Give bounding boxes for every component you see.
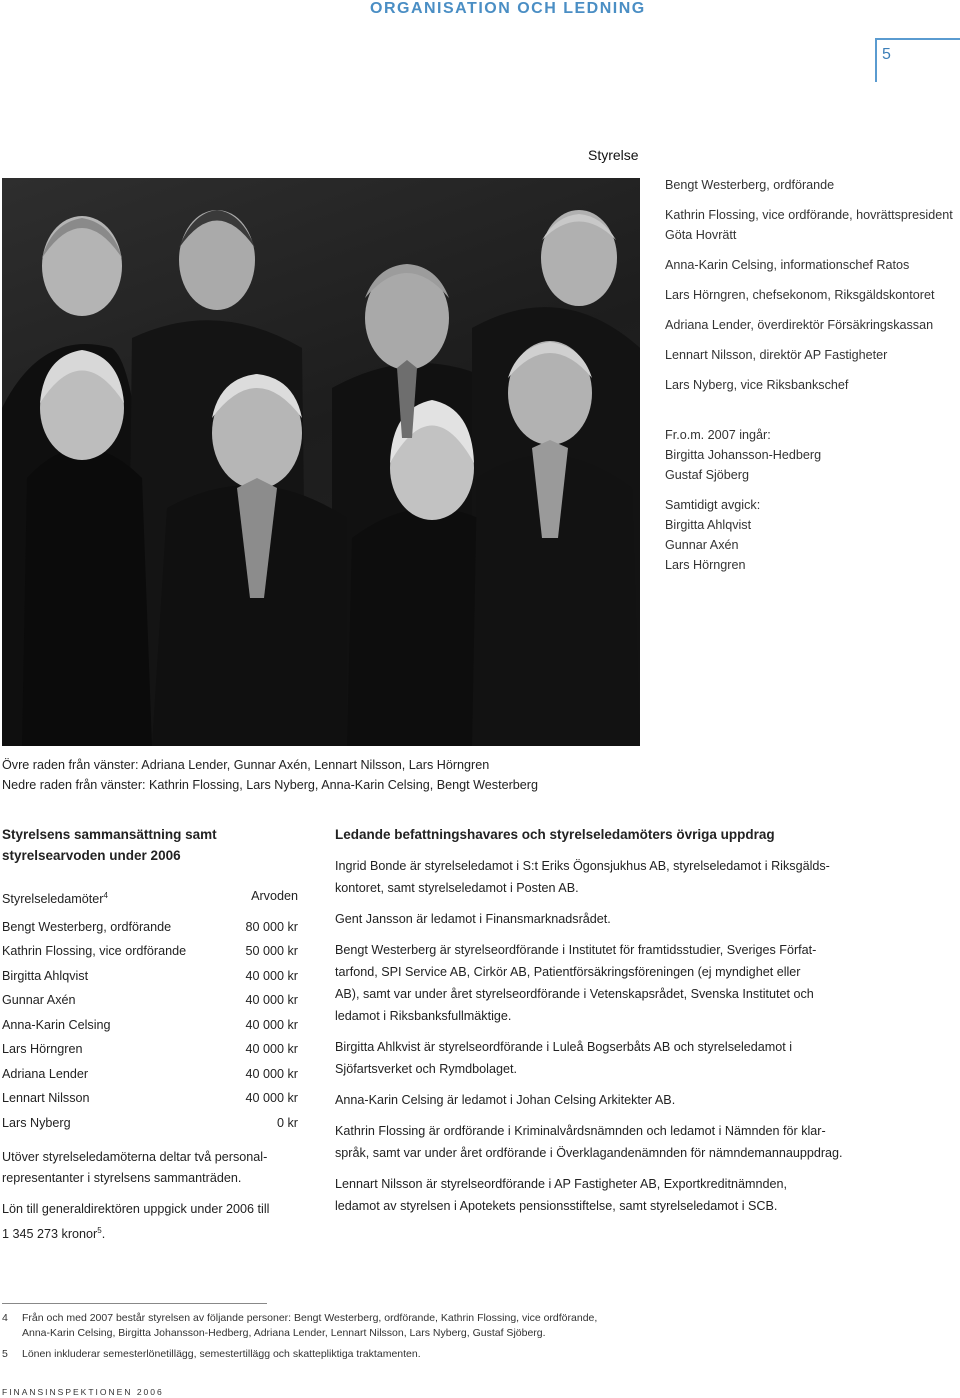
table-row: Gunnar Axén 40 000 kr — [2, 993, 298, 1007]
table-row: Birgitta Ahlqvist 40 000 kr — [2, 968, 298, 983]
fees-table-header — [2, 886, 298, 911]
footer-label: FINANSINSPEKTIONEN 2006 — [2, 1387, 164, 1397]
section-header-title: ORGANISATION OCH LEDNING — [370, 0, 646, 17]
leaving-member: Gunnar Axén — [665, 538, 739, 552]
assignment-paragraph: Kathrin Flossing är ordförande i Kriminalvårdsnämnden och ledamot i Nämnden för klar- språk, samt var under året ordförande i Överklagandenämnden för nämndemannauppdrag. — [335, 1124, 843, 1160]
assignment-paragraph: Gent Jansson är ledamot i Finansmarknadsrådet. — [335, 912, 611, 926]
table-row: Kathrin Flossing, vice ordförande 50 000 kr — [2, 944, 298, 958]
board-member-list — [665, 175, 955, 575]
board-title: Styrelse — [588, 147, 639, 163]
caption-line: Nedre raden från vänster: Kathrin Flossing, Lars Nyberg, Anna-Karin Celsing, Bengt Westerberg — [2, 778, 538, 792]
board-member: Lars Nyberg, vice Riksbankschef — [665, 378, 849, 392]
fees-table — [2, 886, 298, 1137]
joining-heading: Fr.o.m. 2007 ingår: — [665, 428, 771, 442]
board-member: Anna-Karin Celsing, informationschef Ratos — [665, 258, 910, 272]
assignment-paragraph: Anna-Karin Celsing är ledamot i Johan Celsing Arkitekter AB. — [335, 1093, 676, 1107]
photo-caption — [2, 755, 652, 795]
leaving-member: Birgitta Ahlqvist — [665, 518, 752, 532]
table-row: Bengt Westerberg, ordförande 80 000 kr — [2, 919, 298, 934]
board-member: Bengt Westerberg, ordförande — [665, 178, 835, 192]
footnote: 5 Lönen inkluderar semesterlönetillägg, semestertillägg och skattepliktiga traktamenten. — [2, 1348, 421, 1360]
other-assignments-section — [335, 824, 915, 1226]
director-salary-note: Lön till generaldirektören uppgick under 2006 till 1 345 273 kronor$^5$. — [2, 1202, 270, 1242]
board-member: Adriana Lender, överdirektör Försäkringskassan — [665, 318, 934, 332]
joining-member: Gustaf Sjöberg — [665, 468, 750, 482]
assignment-paragraph: Ingrid Bonde är styrelseledamot i S:t Eriks Ögonsjukhus AB, styrelseledamot i Riksgälds- kontoret, samt styrelseledamot i Posten AB. — [335, 859, 830, 895]
table-row: Adriana Lender 40 000 kr — [2, 1066, 298, 1081]
page-number: 5 — [882, 46, 891, 63]
group-photo-illustration — [2, 178, 640, 746]
staff-representatives-note: Utöver styrelseledamöterna deltar två personal- representanter i styrelsens sammanträden. — [2, 1150, 268, 1185]
assignments-heading: Ledande befattningshavares och styrelseledamöters övriga uppdrag — [335, 827, 775, 842]
fee-column-header: Arvoden — [251, 889, 298, 903]
board-member: Kathrin Flossing, vice ordförande, hovrättspresident Göta Hovrätt — [665, 208, 953, 242]
caption-line: Övre raden från vänster: Adriana Lender, Gunnar Axén, Lennart Nilsson, Lars Hörngren — [2, 758, 490, 772]
table-row: Lennart Nilsson 40 000 kr — [2, 1091, 298, 1105]
composition-heading: Styrelsens sammansättning samt styrelsearvoden under 2006 — [2, 827, 217, 863]
footnote-divider — [2, 1303, 267, 1304]
joining-member: Birgitta Johansson-Hedberg — [665, 448, 822, 462]
footnotes — [2, 1311, 702, 1368]
table-row: Lars Nyberg 0 kr — [2, 1115, 298, 1130]
board-member: Lennart Nilsson, direktör AP Fastigheter — [665, 348, 888, 362]
table-row: Anna-Karin Celsing 40 000 kr — [2, 1017, 298, 1032]
board-composition-section — [2, 824, 302, 1245]
member-column-header: Styrelseledamöter$^4$ — [2, 891, 108, 907]
leaving-member: Lars Hörngren — [665, 558, 746, 572]
assignment-paragraph: Lennart Nilsson är styrelseordförande i AP Fastigheter AB, Exportkreditnämnden, ledamot av styrelsen i Apotekets pensionsstiftelse, samt styrelseledamot i SCB. — [335, 1177, 787, 1213]
footnote: 4 Från och med 2007 består styrelsen av följande personer: Bengt Westerberg, ordförande, Kathrin Flossing, vice ordförande, Anna-Karin Celsing, Birgitta Johansson-Hedberg, Adriana Lender, Lennart Nilsson, Lars Nyberg, Gustaf Sjöberg. — [2, 1312, 598, 1339]
board-changes — [665, 425, 955, 575]
table-row: Lars Hörngren 40 000 kr — [2, 1042, 298, 1056]
leaving-heading: Samtidigt avgick: — [665, 498, 761, 512]
assignment-paragraph: Birgitta Ahlkvist är styrelseordförande i Luleå Bogserbåts AB och styrelseledamot i Sjöfartsverket och Rymdbolaget. — [335, 1040, 793, 1076]
assignment-paragraph: Bengt Westerberg är styrelseordförande i Institutet för framtidsstudier, Sveriges Förfat- tarfond, SPI Service AB, Cirkör AB, Patientförsäkringsföreningen (ej myndighet eller AB), samt var under året styrelseordförande i Vetenskapsrådet, Svenska Institutet och ledamot i Riksbanksfullmäktige. — [335, 943, 817, 1023]
board-group-photo — [2, 178, 640, 746]
board-member: Lars Hörngren, chefsekonom, Riksgäldskontoret — [665, 288, 935, 302]
